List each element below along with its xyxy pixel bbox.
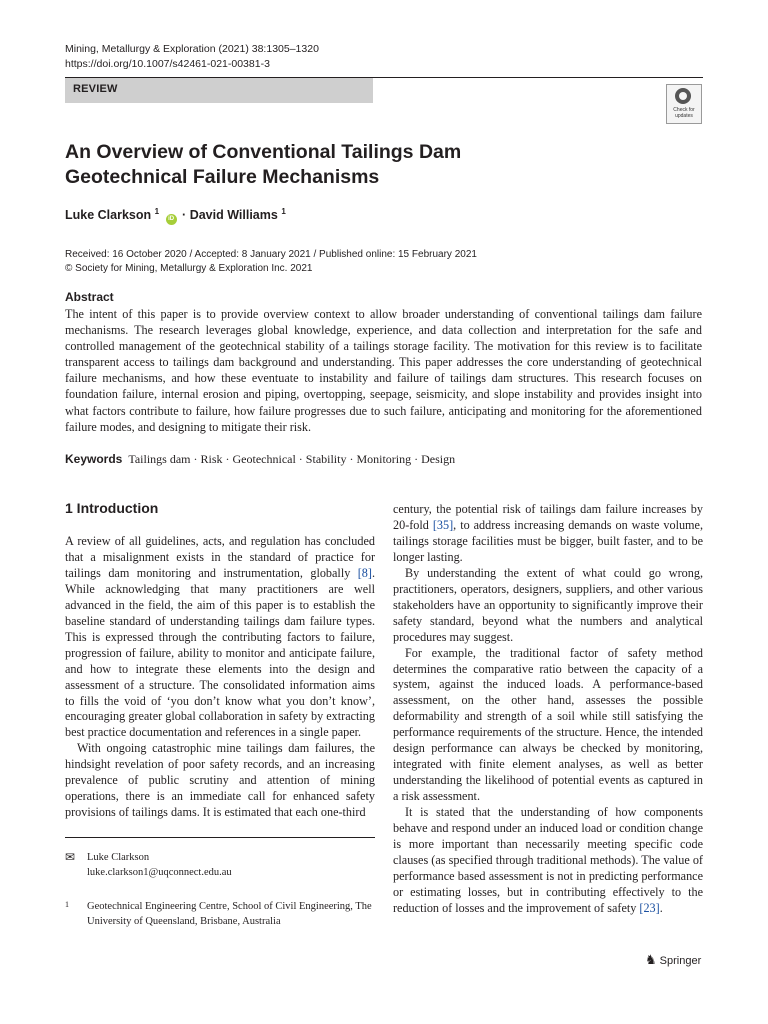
section-heading-introduction: 1 Introduction <box>65 500 159 516</box>
dates-line: Received: 16 October 2020 / Accepted: 8 January 2021 / Published online: 15 February 2021 <box>65 249 477 260</box>
keywords-list: Tailings dam · Risk · Geotechnical · Stability · Monitoring · Design <box>128 452 456 466</box>
citation-link[interactable]: [35] <box>432 517 454 532</box>
publisher-name: Springer <box>659 955 702 967</box>
footnote-rule <box>65 837 375 838</box>
paragraph: A review of all guidelines, acts, and regulation has concluded that a misalignment exists in the standard of practice for tailings dam monitoring and instrumentation, globally [8]. While acknowledging that many practitioners are well advanced in the field, the aim of this paper is to establish the baseline standard of understanding tailings dam failure types. This is expressed through the contributing factors to failure, progression of failure, ability to monitor and anticipate failure, and how to integrate these elements into the design and assessment of a structure. The consolidated information aims to fills the void of ‘you don’t know what you don’t know’, encouraging greater global collaboration in safety by extracting best practice documentation and references in a single paper. <box>65 534 375 740</box>
check-updates-label: Check for updates <box>673 107 695 119</box>
article-title: An Overview of Conventional Tailings Dam Geotechnical Failure Mechanisms <box>65 141 462 188</box>
publication-history <box>65 248 477 276</box>
author-line <box>65 207 286 225</box>
abstract-heading: Abstract <box>65 290 114 304</box>
copyright-line: © Society for Mining, Metallurgy & Exploration Inc. 2021 <box>65 263 313 274</box>
abstract-text: The intent of this paper is to provide overview context to allow broader understanding of conventional tailings dam failure mechanisms. The research leverages global knowledge, experience, and data collection and interpretation for the safe and controlled management of the geotechnical stability of a tailings storage facility. The motivation for this review is to facilitate transparent access to tailings dam background and understanding. This paper addresses the core understanding of geotechnical failure mechanisms, and how these eventuate to instability and failure of tailings dam structures. This research focuses on foundation failure, internal erosion and piping, overtopping, seepage, seismicity, and slope instability and provides insight into what factors contribute to failure, how failure progresses due to such failure, anticipating and monitoring for the aforementioned failure modes, and designing to mitigate their risk. <box>65 307 702 434</box>
citation-link[interactable]: [23] <box>639 900 660 915</box>
keywords <box>65 452 455 467</box>
keywords-label: Keywords <box>65 452 123 466</box>
author-separator: · <box>182 208 187 223</box>
paragraph: century, the potential risk of tailings dam failure increases by 20-fold [35], to address increasing demands on waste volume, tailings storage facilities must be bigger, built faster, and to be longer lasting. <box>393 502 703 564</box>
author-name[interactable]: Luke Clarkson <box>65 208 152 223</box>
paragraph: By understanding the extent of what could go wrong, practitioners, operators, designers, suppliers, and other various stakeholders have an opportunity to significantly improve their safety standard, beyond what the numbers and analytical procedures may suggest. <box>393 565 703 644</box>
section-label: REVIEW <box>73 83 118 95</box>
doi-link[interactable]: https://doi.org/10.1007/s42461-021-00381-3 <box>65 58 270 70</box>
orcid-icon[interactable]: iD <box>166 214 177 225</box>
author-name[interactable]: David Williams <box>189 208 278 223</box>
body-column-left <box>65 534 375 821</box>
corresponding-email[interactable]: luke.clarkson1@uqconnect.edu.au <box>87 867 232 878</box>
paragraph: For example, the traditional factor of safety method determines the comparative ratio between the capacity of a system, against the induced loads. A performance-based assessment, on the other hand, assesses the possible deformability and strength of a soil while still satisfying the performance requirements of the structure. Hence, the intended design performance can always be checked by monitoring, integrated with finite element analyses, as well as better understanding the likelihood of potential events as captured in a risk assessment. <box>393 645 703 804</box>
check-for-updates-badge[interactable] <box>666 84 702 124</box>
paragraph: It is stated that the understanding of how components behave and respond under an induced load or condition change is more important than necessarily meeting specific code clauses (as specified through traditional methods). The value of performance based assessment is not in predicting performance or estimating losses, but in contributing effectively to the reduction of losses and the improvement of safety [23]. <box>393 805 703 915</box>
journal-citation: Mining, Metallurgy & Exploration (2021) 38:1305–1320 <box>65 43 319 55</box>
section-band <box>65 78 373 103</box>
body-column-right <box>393 502 703 917</box>
affiliation-number: 1 <box>65 900 69 909</box>
publisher-logo <box>645 952 701 968</box>
author-affiliation-ref: 1 <box>281 207 286 216</box>
affiliation-text: Geotechnical Engineering Centre, School of Civil Engineering, The University of Queensland, Brisbane, Australia <box>87 901 372 927</box>
corresponding-name: Luke Clarkson <box>87 852 150 863</box>
author-affiliation-ref: 1 <box>154 207 160 216</box>
springer-horse-icon: ♞ <box>645 952 657 967</box>
paragraph: With ongoing catastrophic mine tailings dam failures, the hindsight revelation of poor safety records, and an increasing prevalence of public scrutiny and attention of mining operations, there is an immediate call for enhanced safety provisions of tailings dams. It is estimated that each one-third <box>65 741 375 820</box>
journal-header <box>65 42 319 72</box>
check-updates-icon <box>675 88 691 104</box>
citation-link[interactable]: [8] <box>357 565 372 580</box>
envelope-icon: ✉ <box>65 850 76 864</box>
